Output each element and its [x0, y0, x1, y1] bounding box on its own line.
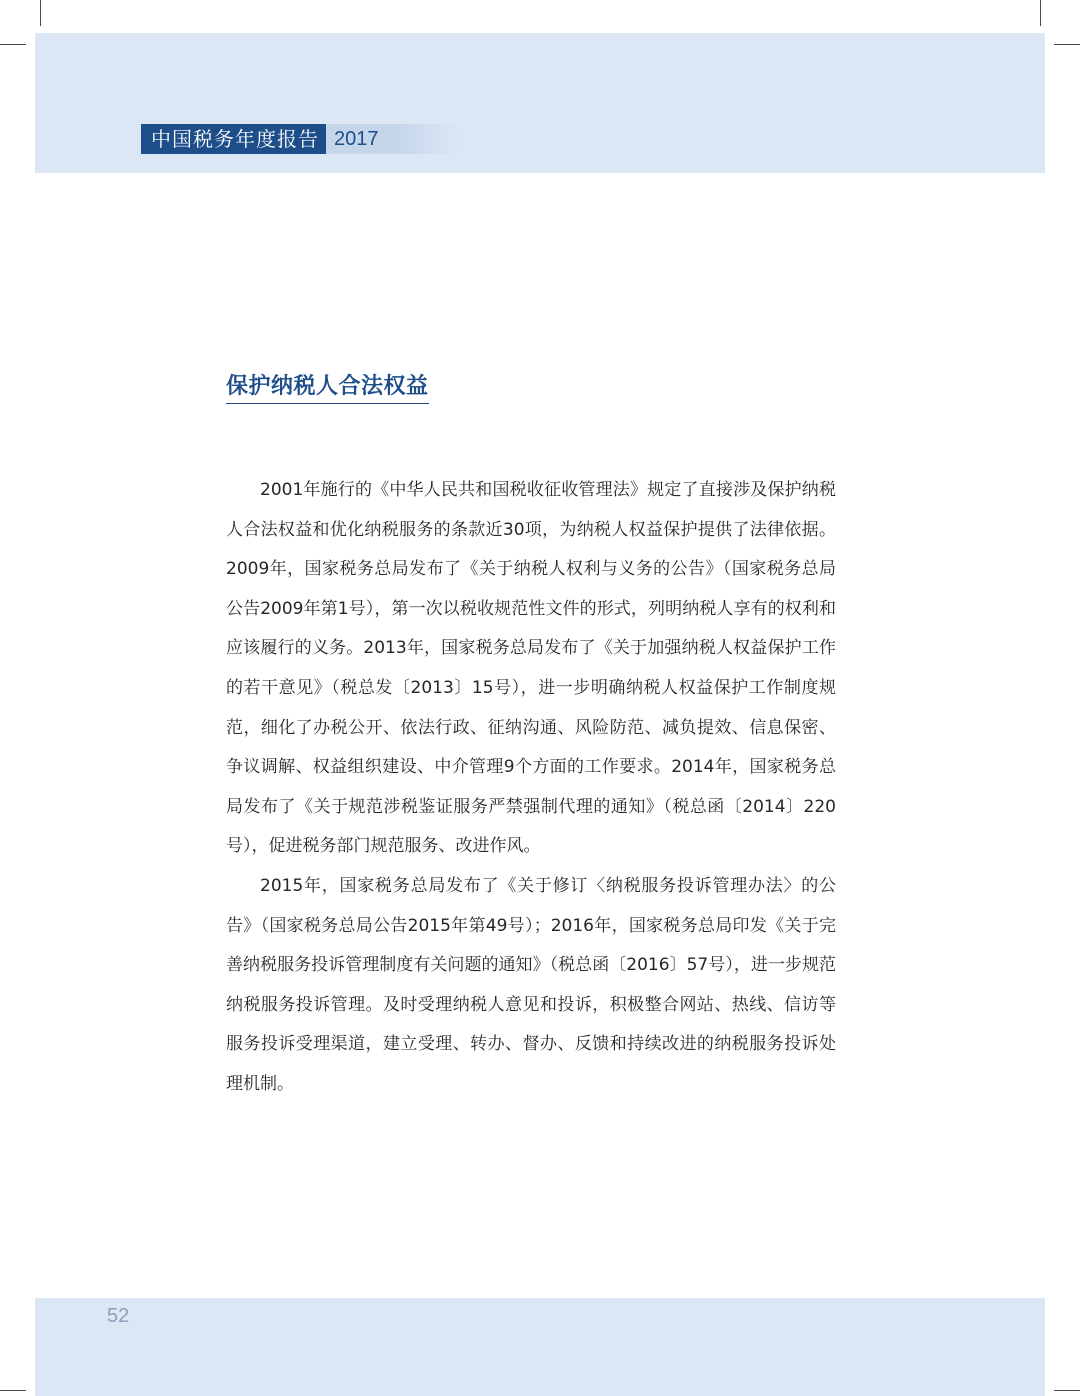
footer-band	[35, 1298, 1045, 1396]
running-header	[141, 124, 461, 154]
crop-mark-bottom-left-h	[0, 1390, 26, 1391]
report-year: 2017	[334, 128, 379, 150]
report-title: 中国税务年度报告	[141, 124, 326, 154]
crop-mark-top-right-v	[1040, 0, 1041, 26]
crop-mark-top-right-h	[1054, 44, 1080, 45]
crop-mark-top-left-h	[0, 44, 26, 45]
paragraph-1: 2001年施行的《中华人民共和国税收征收管理法》规定了直接涉及保护纳税人合法权益和优化纳税服务的条款近30项，为纳税人权益保护提供了法律依据。2009年，国家税务总局发布了《关于纳税人权利与义务的公告》（国家税务总局公告2009年第1号），第一次以税收规范性文件的形式，列明纳税人享有的权利和应该履行的义务。2013年，国家税务总局发布了《关于加强纳税人权益保护工作的若干意见》（税总发〔2013〕15号），进一步明确纳税人权益保护工作制度规范，细化了办税公开、依法行政、征纳沟通、风险防范、减负提效、信息保密、争议调解、权益组织建设、中介管理9个方面的工作要求。2014年，国家税务总局发布了《关于规范涉税鉴证服务严禁强制代理的通知》（税总函〔2014〕220号），促进税务部门规范服务、改进作风。	[226, 480, 836, 857]
page-number: 52	[107, 1305, 130, 1327]
paragraph-2: 2015年，国家税务总局发布了《关于修订〈纳税服务投诉管理办法〉的公告》（国家税务总局公告2015年第49号）；2016年，国家税务总局印发《关于完善纳税服务投诉管理制度有关问题的通知》（税总函〔2016〕57号），进一步规范纳税服务投诉管理。及时受理纳税人意见和投诉，积极整合网站、热线、信访等服务投诉受理渠道，建立受理、转办、督办、反馈和持续改进的纳税服务投诉处理机制。	[226, 875, 836, 1094]
crop-mark-top-left-v	[40, 0, 41, 26]
crop-mark-bottom-right-h	[1054, 1390, 1080, 1391]
body-text	[226, 471, 836, 1105]
section-title: 保护纳税人合法权益	[226, 369, 429, 404]
